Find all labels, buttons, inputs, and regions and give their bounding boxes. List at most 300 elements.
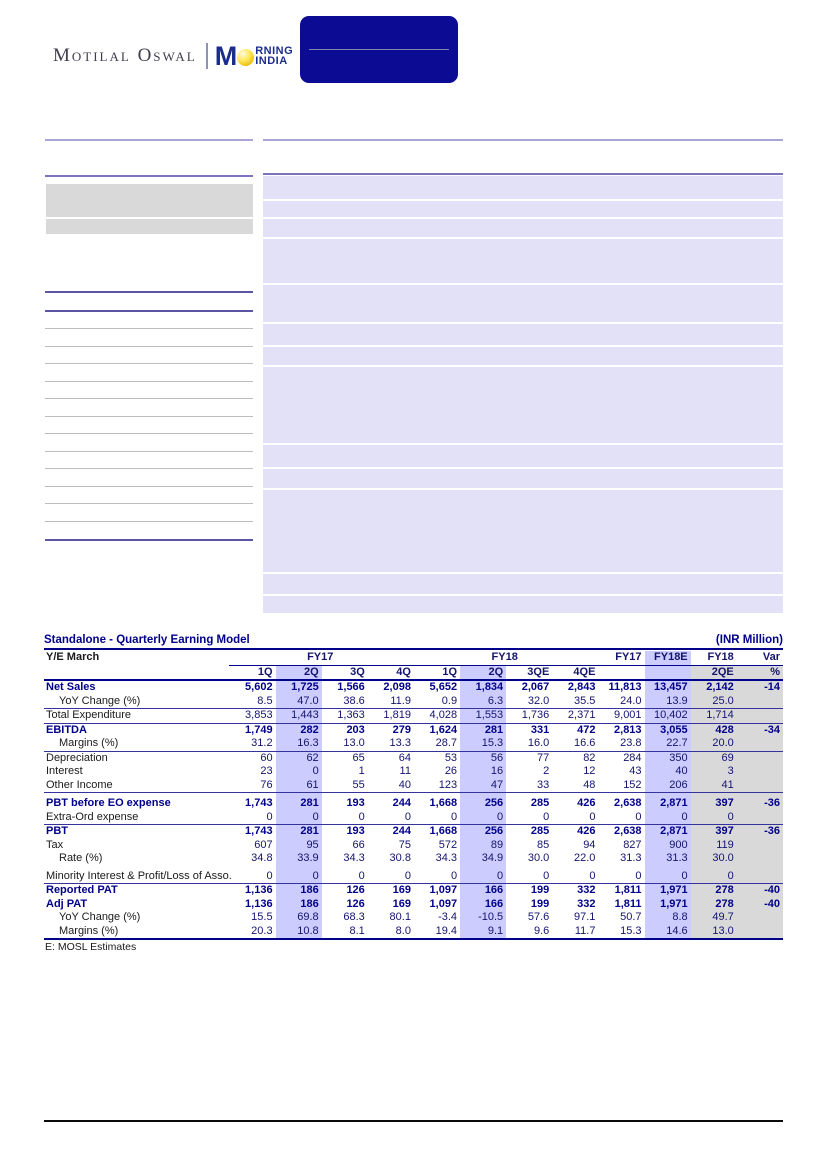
value-cell: 1,819 xyxy=(368,709,414,724)
value-cell: 0 xyxy=(506,866,552,884)
table-row xyxy=(44,911,783,925)
value-cell: 13,457 xyxy=(645,680,691,695)
value-cell: 1,363 xyxy=(322,709,368,724)
panel-divider xyxy=(263,572,783,574)
value-cell: -10.5 xyxy=(460,911,506,925)
divider-line xyxy=(45,486,253,487)
value-cell: 186 xyxy=(276,884,322,898)
value-cell: 1,736 xyxy=(506,709,552,724)
table-row xyxy=(44,898,783,912)
divider-line xyxy=(45,521,253,522)
row-label: PBT before EO expense xyxy=(46,797,171,809)
row-label: Margins (%) xyxy=(44,737,229,751)
value-cell: 23 xyxy=(260,765,273,777)
value-cell: 244 xyxy=(392,825,411,837)
row-label: Extra-Ord expense xyxy=(44,811,229,825)
value-cell: 166 xyxy=(460,898,506,912)
row-label: Minority Interest & Profit/Loss of Asso. xyxy=(44,866,229,884)
value-cell: 1,097 xyxy=(429,884,458,896)
value-cell: 244 xyxy=(392,797,411,809)
row-label: Other Income xyxy=(44,779,229,793)
divider-line xyxy=(45,139,253,141)
value-cell: 8.5 xyxy=(229,695,275,709)
table-row xyxy=(44,811,783,825)
row-label: Rate (%) xyxy=(59,852,103,864)
value-cell: -40 xyxy=(737,884,783,898)
sun-icon xyxy=(237,49,254,66)
value-cell: 3,055 xyxy=(645,723,691,737)
value-cell: 331 xyxy=(530,723,550,736)
value-cell: 49.7 xyxy=(691,911,737,925)
value-cell: 193 xyxy=(346,797,365,809)
value-cell: 30.0 xyxy=(691,852,737,866)
value-cell xyxy=(737,925,783,940)
row-label: YoY Change (%) xyxy=(59,911,141,923)
logo-divider xyxy=(206,43,208,69)
value-cell: 47 xyxy=(460,779,506,793)
value-cell xyxy=(737,852,783,866)
value-cell: 572 xyxy=(438,838,458,851)
value-cell: -3.4 xyxy=(438,911,458,923)
value-cell: 0 xyxy=(460,866,506,884)
value-cell: -40 xyxy=(737,898,783,912)
value-cell: 2,871 xyxy=(645,793,691,811)
value-cell: 55 xyxy=(322,779,368,793)
value-cell: 0 xyxy=(414,866,460,884)
value-cell: 11.7 xyxy=(552,925,598,940)
value-cell: 11 xyxy=(399,765,411,777)
value-cell xyxy=(737,839,783,853)
fy18e-annual-header: FY18E xyxy=(645,651,691,665)
value-cell: 80.1 xyxy=(389,911,411,923)
value-cell: 607 xyxy=(254,838,273,851)
value-cell: 8.1 xyxy=(322,925,368,940)
value-cell: 256 xyxy=(460,825,506,839)
value-cell: 69.8 xyxy=(276,911,322,925)
value-cell xyxy=(737,779,783,793)
row-label: Adj PAT xyxy=(46,897,88,910)
value-cell: 0 xyxy=(598,811,644,825)
value-cell xyxy=(737,765,783,779)
table-row xyxy=(44,680,783,695)
value-cell: 6.3 xyxy=(460,695,506,709)
table-row xyxy=(44,793,783,811)
value-cell: 24.0 xyxy=(598,695,644,709)
value-cell: 0 xyxy=(691,811,737,825)
table-body xyxy=(44,680,783,939)
value-cell: 1,714 xyxy=(691,709,737,724)
value-cell: 43 xyxy=(629,765,642,777)
value-cell: 76 xyxy=(229,779,275,793)
value-cell: 206 xyxy=(645,779,691,793)
divider-line xyxy=(263,173,783,175)
q-header: 4QE xyxy=(552,665,598,680)
q-header: 2Q xyxy=(460,665,506,680)
divider-line xyxy=(45,468,253,469)
value-cell xyxy=(737,695,783,709)
value-cell: 30.0 xyxy=(527,852,550,864)
divider-line xyxy=(45,291,253,293)
table-row xyxy=(44,737,783,751)
value-cell: 2,638 xyxy=(614,797,642,809)
panel-divider xyxy=(263,594,783,596)
value-cell: 8.8 xyxy=(645,911,691,925)
value-cell xyxy=(737,866,783,884)
value-cell: 0 xyxy=(322,811,368,825)
redacted-block xyxy=(46,219,253,234)
value-cell: 0 xyxy=(229,811,275,825)
value-cell: 285 xyxy=(530,825,550,837)
row-label: Interest xyxy=(46,765,83,777)
ye-march-label: Y/E March xyxy=(46,651,100,664)
fy17-annual-header: FY17 xyxy=(598,651,644,665)
value-cell: 31.2 xyxy=(229,737,275,751)
table-row xyxy=(44,884,783,898)
value-cell: 13.0 xyxy=(691,925,737,940)
value-cell: 35.5 xyxy=(552,695,598,709)
value-cell: 30.8 xyxy=(389,852,411,864)
value-cell: 9,001 xyxy=(598,709,644,724)
morning-m: M xyxy=(214,40,238,71)
row-label: Reported PAT xyxy=(46,884,118,896)
value-cell: 279 xyxy=(392,723,411,736)
table-row xyxy=(44,751,783,765)
brand-logo xyxy=(53,38,293,74)
value-cell: 2,871 xyxy=(645,825,691,839)
footer-rule xyxy=(44,1120,783,1122)
masthead-box xyxy=(300,16,458,83)
value-cell: 199 xyxy=(530,884,550,896)
value-cell: 0 xyxy=(460,811,506,825)
value-cell: 40 xyxy=(645,765,691,779)
value-cell: 11,813 xyxy=(608,681,642,693)
value-cell: 1,553 xyxy=(460,709,506,724)
value-cell: 1,971 xyxy=(645,898,691,912)
value-cell: 15.3 xyxy=(460,737,506,751)
row-label: Tax xyxy=(46,838,64,851)
value-cell: 5,602 xyxy=(245,681,273,693)
value-cell: 1,624 xyxy=(429,723,458,736)
value-cell: 48 xyxy=(552,779,598,793)
value-cell: 397 xyxy=(691,825,737,839)
value-cell: 77 xyxy=(537,751,550,764)
value-cell: 53 xyxy=(444,751,458,764)
value-cell: 332 xyxy=(577,897,596,910)
value-cell: 3,853 xyxy=(229,709,275,724)
value-cell: 5,652 xyxy=(429,681,458,693)
value-cell: 16.3 xyxy=(276,737,322,751)
value-cell: 69 xyxy=(691,751,737,765)
table-row xyxy=(44,866,783,884)
panel-divider xyxy=(263,345,783,347)
masthead-rule xyxy=(309,49,449,50)
value-cell xyxy=(737,737,783,751)
value-cell: 1,811 xyxy=(614,884,642,896)
value-cell: 1,668 xyxy=(429,825,458,837)
value-cell: 13.0 xyxy=(322,737,368,751)
divider-line xyxy=(45,381,253,382)
value-cell: 199 xyxy=(530,897,550,910)
table-title-bar xyxy=(44,634,783,650)
morning-india-text xyxy=(255,46,293,66)
value-cell: 1,834 xyxy=(460,680,506,695)
value-cell: 97.1 xyxy=(574,911,596,923)
value-cell: 75 xyxy=(398,838,411,851)
value-cell: 60 xyxy=(260,751,273,764)
value-cell: 281 xyxy=(276,825,322,839)
value-cell: 1 xyxy=(358,765,365,777)
value-cell: 2,843 xyxy=(567,681,596,693)
q-header: 3QE xyxy=(506,665,552,680)
value-cell: 285 xyxy=(530,797,550,809)
value-cell: 10.8 xyxy=(276,925,322,940)
divider-line xyxy=(45,310,253,312)
value-cell: 20.0 xyxy=(691,737,737,751)
value-cell: 66 xyxy=(352,838,365,851)
q-header: 1Q xyxy=(414,665,460,680)
value-cell: 9.1 xyxy=(460,925,506,940)
value-cell: 350 xyxy=(645,751,691,765)
value-cell: 1,811 xyxy=(614,897,642,910)
value-cell: 1,743 xyxy=(245,825,273,837)
value-cell: 22.7 xyxy=(645,737,691,751)
value-cell: 23.8 xyxy=(598,737,644,751)
value-cell: 284 xyxy=(623,751,642,764)
panel-divider xyxy=(263,488,783,490)
value-cell: 2,098 xyxy=(383,681,411,693)
blank-cell xyxy=(645,665,691,680)
divider-line xyxy=(45,175,253,177)
value-cell: 900 xyxy=(645,839,691,853)
row-label: Net Sales xyxy=(46,681,96,693)
value-cell: 47.0 xyxy=(276,695,322,709)
panel-divider xyxy=(263,322,783,324)
table-row xyxy=(44,825,783,839)
value-cell: 13.9 xyxy=(645,695,691,709)
value-cell: 16.6 xyxy=(552,737,598,751)
value-cell: 119 xyxy=(691,839,737,853)
value-cell: 166 xyxy=(460,884,506,898)
value-cell: 10,402 xyxy=(645,709,691,724)
value-cell: 61 xyxy=(276,779,322,793)
value-cell: 26 xyxy=(444,765,458,777)
panel-divider xyxy=(263,467,783,469)
value-cell: 2,142 xyxy=(691,680,737,695)
value-cell: 20.3 xyxy=(229,925,275,940)
value-cell: 22.0 xyxy=(574,852,596,864)
value-cell: 56 xyxy=(460,751,506,765)
row-label: YoY Change (%) xyxy=(44,695,229,709)
value-cell: 281 xyxy=(276,793,322,811)
value-cell: 1,443 xyxy=(276,709,322,724)
value-cell: 126 xyxy=(346,897,365,910)
value-cell: 57.6 xyxy=(527,911,550,923)
value-cell: 0 xyxy=(506,811,552,825)
value-cell: 0 xyxy=(368,811,414,825)
value-cell: 256 xyxy=(460,793,506,811)
value-cell: 32.0 xyxy=(506,695,552,709)
value-cell: 0 xyxy=(414,811,460,825)
value-cell: 40 xyxy=(368,779,414,793)
value-cell: 281 xyxy=(460,723,506,737)
table-row xyxy=(44,839,783,853)
value-cell: 11.9 xyxy=(368,695,414,709)
value-cell: 25.0 xyxy=(691,695,737,709)
value-cell: 65 xyxy=(352,751,365,764)
group-header-row xyxy=(44,651,783,665)
value-cell: 1,136 xyxy=(245,897,273,910)
divider-line xyxy=(45,503,253,504)
value-cell: 94 xyxy=(583,838,596,851)
value-cell: 28.7 xyxy=(414,737,460,751)
value-cell: 0 xyxy=(276,811,322,825)
value-cell: 34.9 xyxy=(460,852,506,866)
sub-header-2qe: 2QE xyxy=(691,665,737,680)
value-cell: 68.3 xyxy=(343,911,365,923)
value-cell: 0 xyxy=(276,866,322,884)
value-cell: 1,136 xyxy=(245,884,273,896)
divider-line xyxy=(45,328,253,329)
value-cell: 123 xyxy=(414,779,460,793)
value-cell: 3 xyxy=(691,765,737,779)
q-header: 2Q xyxy=(276,665,322,680)
value-cell: 34.3 xyxy=(435,852,458,864)
value-cell: 278 xyxy=(691,898,737,912)
panel-divider xyxy=(263,237,783,239)
value-cell: 203 xyxy=(346,723,365,736)
value-cell: 31.3 xyxy=(620,852,642,864)
value-cell: 34.3 xyxy=(343,852,365,864)
redacted-table-panel xyxy=(263,176,783,613)
value-cell: 0 xyxy=(229,866,275,884)
row-label: EBITDA xyxy=(46,723,87,736)
fy18-group-header: FY18 xyxy=(414,651,598,665)
row-label: Depreciation xyxy=(46,751,108,764)
value-cell: 15.5 xyxy=(251,911,273,923)
value-cell: 0 xyxy=(322,866,368,884)
value-cell: -14 xyxy=(737,680,783,695)
blank-cell xyxy=(598,665,644,680)
value-cell: 8.0 xyxy=(368,925,414,940)
value-cell: 13.3 xyxy=(368,737,414,751)
value-cell: 282 xyxy=(276,723,322,737)
value-cell: 0 xyxy=(598,866,644,884)
value-cell: -36 xyxy=(737,825,783,839)
value-cell xyxy=(737,811,783,825)
row-label: PBT xyxy=(46,825,68,837)
value-cell: 193 xyxy=(346,825,365,837)
fy18-annual-header: FY18 xyxy=(691,651,737,665)
q-header: 1Q xyxy=(229,665,275,680)
value-cell: 169 xyxy=(392,897,411,910)
value-cell: 41 xyxy=(691,779,737,793)
divider-line xyxy=(45,433,253,434)
value-cell: 34.8 xyxy=(251,852,273,864)
value-cell: 0 xyxy=(552,866,598,884)
value-cell: 0 xyxy=(645,866,691,884)
panel-divider xyxy=(263,443,783,445)
value-cell: 1,743 xyxy=(245,797,273,809)
value-cell: 2,813 xyxy=(614,723,642,736)
morning-india-logo xyxy=(214,40,294,71)
value-cell: 62 xyxy=(276,751,322,765)
panel-divider xyxy=(263,365,783,367)
value-cell: 332 xyxy=(577,884,596,896)
value-cell: 1,725 xyxy=(276,680,322,695)
value-cell: 1,749 xyxy=(245,723,273,736)
value-cell: 0 xyxy=(691,866,737,884)
divider-line xyxy=(45,346,253,347)
value-cell: 9.6 xyxy=(506,925,552,940)
var-header: Var xyxy=(737,651,783,665)
divider-line xyxy=(45,398,253,399)
value-cell: 2 xyxy=(543,765,550,777)
table-footnote: E: MOSL Estimates xyxy=(45,941,137,953)
value-cell: 1,971 xyxy=(645,884,691,898)
value-cell: 19.4 xyxy=(414,925,460,940)
value-cell: 426 xyxy=(577,797,596,809)
value-cell: 89 xyxy=(460,839,506,853)
value-cell: 0 xyxy=(276,765,322,779)
quarterly-table-section xyxy=(44,634,783,953)
value-cell: 1,566 xyxy=(337,681,365,693)
value-cell: 95 xyxy=(276,839,322,853)
value-cell: 126 xyxy=(346,884,365,896)
value-cell: 426 xyxy=(577,825,596,837)
value-cell: 16.0 xyxy=(506,737,552,751)
value-cell xyxy=(737,751,783,765)
table-row xyxy=(44,765,783,779)
blank-cell xyxy=(44,665,229,680)
value-cell: 33 xyxy=(506,779,552,793)
value-cell: -34 xyxy=(737,723,783,737)
panel-divider xyxy=(263,199,783,201)
divider-line xyxy=(263,139,783,141)
value-cell: 14.6 xyxy=(645,925,691,940)
value-cell: 16 xyxy=(460,765,506,779)
table-row xyxy=(44,695,783,709)
table-row xyxy=(44,779,783,793)
value-cell xyxy=(737,709,783,724)
quarterly-earning-table xyxy=(44,651,783,940)
divider-line xyxy=(45,539,253,541)
value-cell: 1,668 xyxy=(429,797,458,809)
value-cell: 0 xyxy=(368,866,414,884)
table-row xyxy=(44,723,783,737)
quarter-header-row xyxy=(44,665,783,680)
company-wordmark: Motilal Oswal xyxy=(53,45,197,66)
table-row xyxy=(44,852,783,866)
fy17-group-header: FY17 xyxy=(229,651,413,665)
value-cell: -36 xyxy=(737,793,783,811)
value-cell: 0 xyxy=(645,811,691,825)
value-cell: 428 xyxy=(691,723,737,737)
table-row xyxy=(44,925,783,940)
value-cell: 186 xyxy=(276,898,322,912)
value-cell: 0.9 xyxy=(414,695,460,709)
morning-rest: RNING xyxy=(255,45,294,57)
q-header: 3Q xyxy=(322,665,368,680)
value-cell: 1,097 xyxy=(429,897,458,910)
value-cell: 38.6 xyxy=(322,695,368,709)
value-cell: 2,371 xyxy=(552,709,598,724)
value-cell: 85 xyxy=(537,838,550,851)
value-cell: 31.3 xyxy=(645,852,691,866)
q-header: 4Q xyxy=(368,665,414,680)
value-cell: 827 xyxy=(623,838,642,851)
value-cell: 169 xyxy=(392,884,411,896)
value-cell: 397 xyxy=(691,793,737,811)
